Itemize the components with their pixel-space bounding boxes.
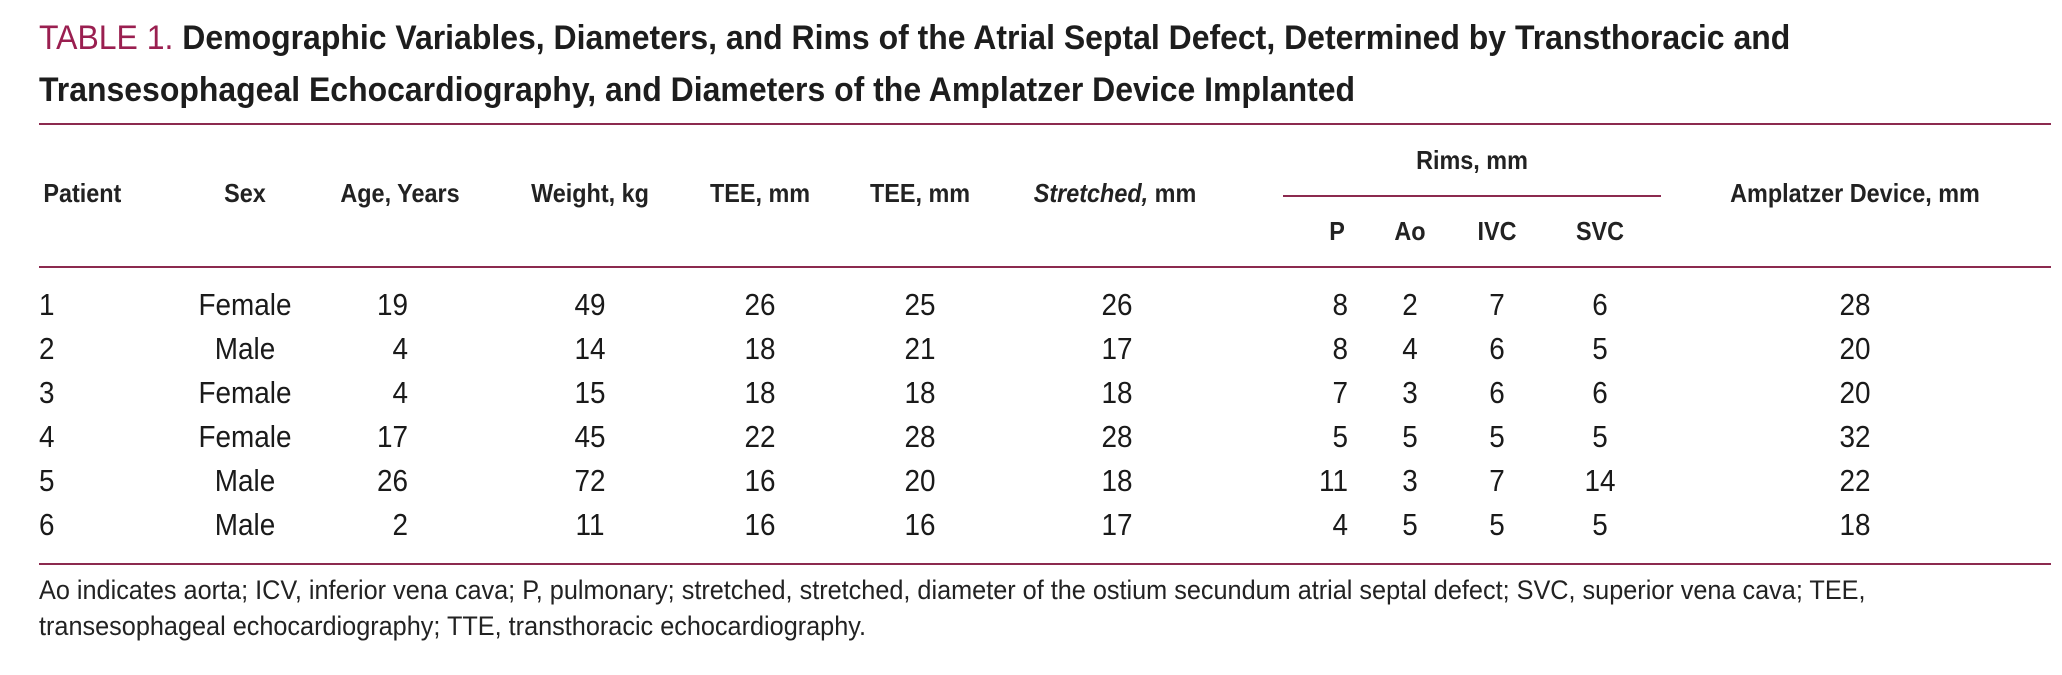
- cell-tee-1: 22: [744, 419, 776, 454]
- cell-rim-svc: 6: [1592, 375, 1608, 410]
- cell-rim-p: 11: [1319, 463, 1348, 498]
- cell-rim-ivc: 5: [1489, 419, 1505, 454]
- cell-weight: 15: [574, 375, 606, 410]
- cell-weight: 49: [574, 287, 606, 322]
- cell-age: 2: [392, 507, 408, 542]
- cell-rim-ivc: 7: [1489, 463, 1505, 498]
- cell-rim-p: 8: [1332, 287, 1348, 322]
- cell-tee-2: 18: [904, 375, 936, 410]
- cell-tee-2: 16: [904, 507, 936, 542]
- cell-tee-1: 18: [744, 375, 776, 410]
- cell-rim-svc: 5: [1592, 331, 1608, 366]
- table-footnote: Ao indicates aorta; ICV, inferior vena cava; P, pulmonary; stretched, stretched, diameter of the ostium secundum atrial septal defect; SVC, superior vena cava; TEE, transesophageal echocardiography; TTE, transthoracic echocardiography.: [39, 575, 1866, 641]
- cell-rim-svc: 14: [1584, 463, 1616, 498]
- header-device: Amplatzer Device, mm: [1730, 178, 1980, 208]
- header-patient: Patient: [43, 178, 122, 208]
- cell-age: 4: [392, 375, 408, 410]
- cell-patient: 6: [39, 507, 55, 542]
- cell-stretched: 26: [1101, 287, 1133, 322]
- header-sex: Sex: [224, 178, 266, 208]
- cell-device: 22: [1839, 463, 1871, 498]
- rims-group-rule: [1283, 195, 1661, 197]
- cell-rim-ao: 4: [1402, 331, 1418, 366]
- cell-rim-ivc: 6: [1489, 331, 1505, 366]
- header-weight: Weight, kg: [531, 178, 649, 208]
- cell-age: 26: [376, 463, 408, 498]
- header-rim-svc: SVC: [1575, 216, 1625, 246]
- cell-patient: 5: [39, 463, 55, 498]
- cell-tee-2: 28: [904, 419, 936, 454]
- table-caption: [39, 12, 1919, 116]
- cell-weight: 14: [574, 331, 606, 366]
- cell-age: 19: [376, 287, 408, 322]
- cell-rim-p: 8: [1332, 331, 1348, 366]
- header-rim-p: P: [1329, 216, 1345, 246]
- cell-rim-ao: 5: [1402, 507, 1418, 542]
- cell-age: 4: [392, 331, 408, 366]
- cell-patient: 3: [39, 375, 55, 410]
- cell-patient: 2: [39, 331, 55, 366]
- table-label: TABLE 1.: [39, 19, 174, 57]
- header-rim-ivc: IVC: [1477, 216, 1517, 246]
- cell-tee-2: 20: [904, 463, 936, 498]
- cell-sex: Male: [214, 463, 276, 498]
- cell-sex: Male: [214, 507, 276, 542]
- cell-stretched: 18: [1101, 463, 1133, 498]
- cell-device: 20: [1839, 375, 1871, 410]
- top-rule: [39, 123, 2051, 125]
- cell-stretched: 17: [1101, 331, 1133, 366]
- cell-stretched: 28: [1101, 419, 1133, 454]
- cell-rim-ao: 5: [1402, 419, 1418, 454]
- cell-tee-2: 21: [904, 331, 936, 366]
- cell-device: 28: [1839, 287, 1871, 322]
- cell-stretched: 17: [1101, 507, 1133, 542]
- cell-rim-svc: 5: [1592, 419, 1608, 454]
- cell-device: 32: [1839, 419, 1871, 454]
- cell-age: 17: [376, 419, 408, 454]
- cell-rim-ivc: 7: [1489, 287, 1505, 322]
- cell-tee-1: 16: [744, 507, 776, 542]
- header-rule: [39, 266, 2051, 268]
- cell-sex: Male: [214, 331, 276, 366]
- cell-tee-1: 26: [744, 287, 776, 322]
- header-rims-group: Rims, mm: [1416, 145, 1528, 175]
- cell-weight: 45: [574, 419, 606, 454]
- cell-rim-p: 5: [1332, 419, 1348, 454]
- cell-weight: 72: [574, 463, 606, 498]
- header-tee-1: TEE, mm: [709, 178, 811, 208]
- cell-rim-svc: 6: [1592, 287, 1608, 322]
- header-tee-2: TEE, mm: [869, 178, 971, 208]
- cell-rim-ao: 3: [1402, 375, 1418, 410]
- cell-rim-ivc: 5: [1489, 507, 1505, 542]
- cell-rim-p: 4: [1332, 507, 1348, 542]
- table-title: Demographic Variables, Diameters, and Rims of the Atrial Septal Defect, Determined by Transthoracic and Transesophageal Echocardiography, and Diameters of the Amplatzer Device Implanted: [39, 19, 1791, 109]
- cell-rim-p: 7: [1332, 375, 1348, 410]
- cell-rim-ao: 2: [1402, 287, 1418, 322]
- header-rim-ao: Ao: [1394, 216, 1426, 246]
- cell-rim-svc: 5: [1592, 507, 1608, 542]
- cell-sex: Female: [198, 287, 292, 322]
- cell-sex: Female: [198, 419, 292, 454]
- header-stretched: Stretched, mm: [1033, 178, 1197, 208]
- cell-weight: 11: [575, 507, 605, 542]
- cell-patient: 1: [39, 287, 55, 322]
- cell-sex: Female: [198, 375, 292, 410]
- bottom-rule: [39, 563, 2051, 565]
- cell-rim-ao: 3: [1402, 463, 1418, 498]
- cell-device: 18: [1839, 507, 1871, 542]
- cell-tee-1: 16: [744, 463, 776, 498]
- cell-stretched: 18: [1101, 375, 1133, 410]
- cell-patient: 4: [39, 419, 55, 454]
- cell-tee-1: 18: [744, 331, 776, 366]
- cell-tee-2: 25: [904, 287, 936, 322]
- header-age: Age, Years: [340, 178, 460, 208]
- cell-rim-ivc: 6: [1489, 375, 1505, 410]
- cell-device: 20: [1839, 331, 1871, 366]
